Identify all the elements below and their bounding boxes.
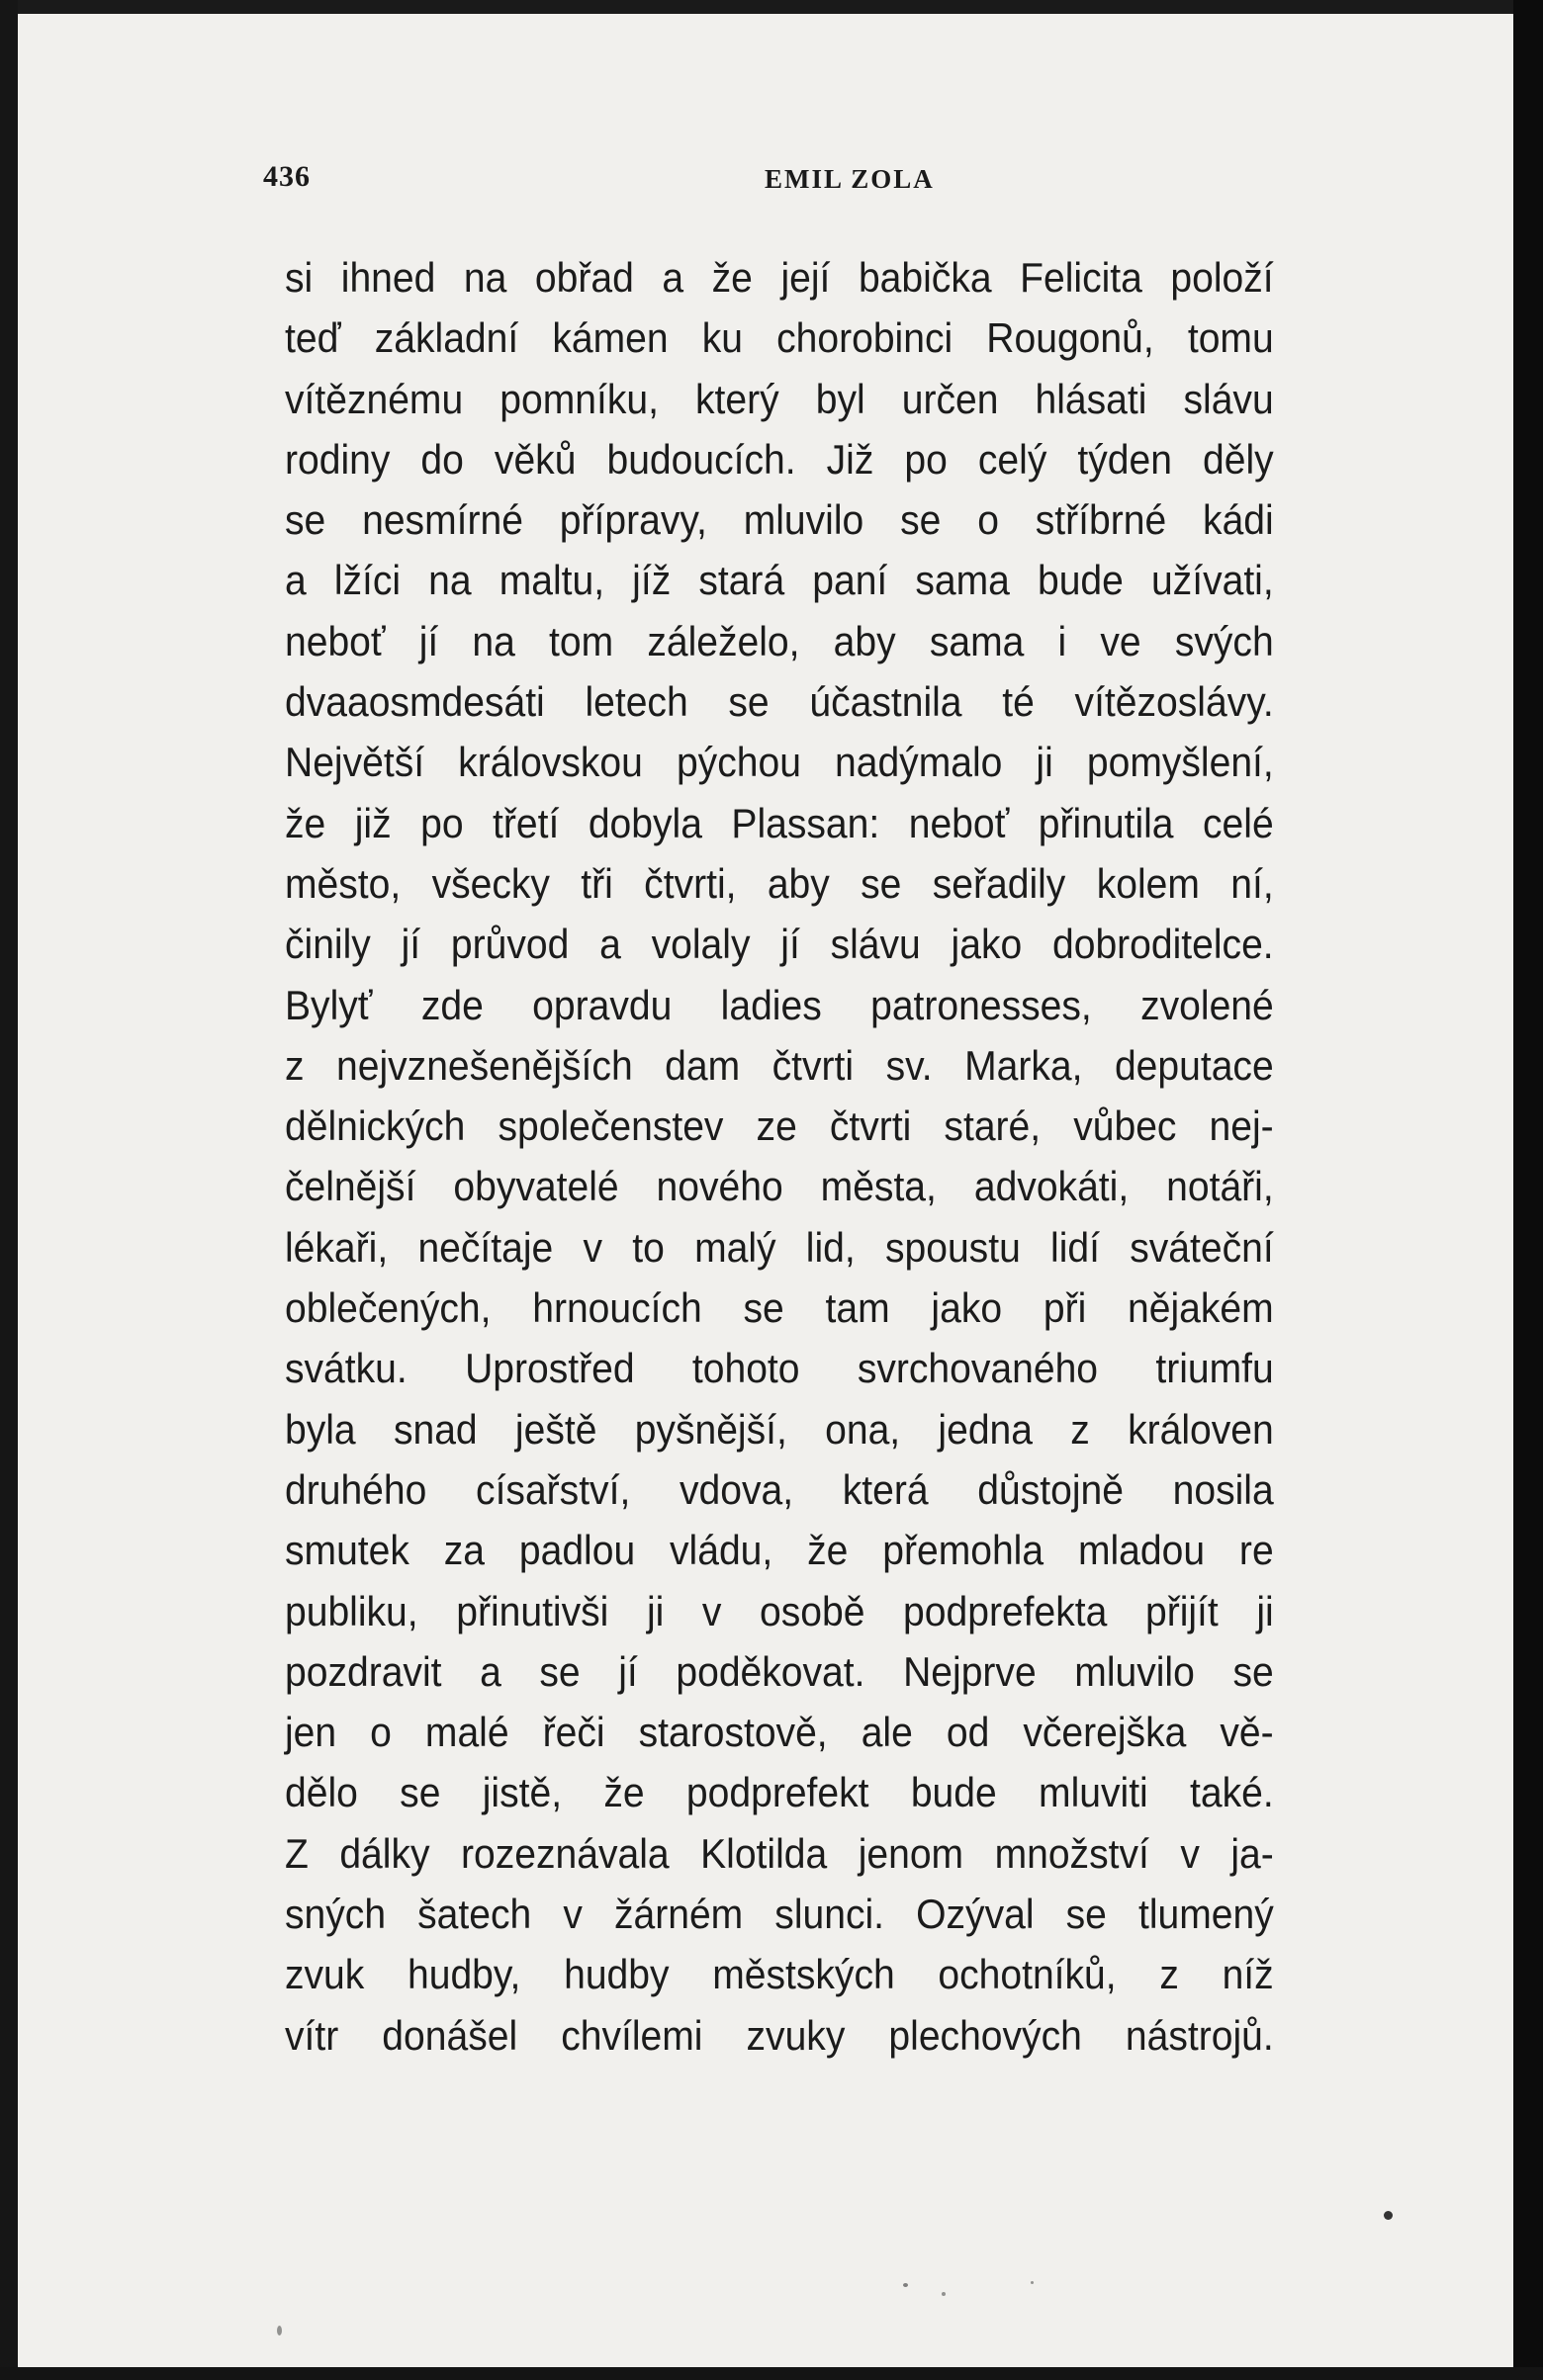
scan-border-left xyxy=(0,0,18,2380)
text-line: Bylyť zde opravdu ladies patronesses, zvolené xyxy=(285,981,1274,1028)
text-line: neboť jí na tom záleželo, aby sama i ve svých xyxy=(285,617,1274,664)
text-line: vítěznému pomníku, který byl určen hlásati slávu xyxy=(285,375,1274,422)
text-line: Z dálky rozeznávala Klotilda jenom množství v ja- xyxy=(285,1829,1274,1877)
print-speck xyxy=(903,2283,908,2287)
book-page xyxy=(18,14,1513,2367)
text-line: se nesmírné přípravy, mluvilo se o stříbrné kádi xyxy=(285,496,1274,544)
text-line: čelnější obyvatelé nového města, advokáti, notáři, xyxy=(285,1163,1274,1210)
page-header xyxy=(18,160,1513,200)
text-line: že již po třetí dobyla Plassan: neboť přinutila celé xyxy=(285,799,1274,846)
text-line: Největší královskou pýchou nadýmalo ji pomyšlení, xyxy=(285,739,1274,786)
body-text xyxy=(285,247,1432,2066)
text-line: dělnických společenstev ze čtvrti staré, vůbec nej- xyxy=(285,1102,1274,1150)
text-line: dělo se jistě, že podprefekt bude mluviti také. xyxy=(285,1769,1274,1816)
text-line: vítr donášel chvílemi zvuky plechových nástrojů. xyxy=(285,2011,1274,2059)
page-number: 436 xyxy=(263,160,311,193)
text-line: sných šatech v žárném slunci. Ozýval se tlumený xyxy=(285,1891,1274,1938)
text-line: a lžíci na maltu, jíž stará paní sama bude užívati, xyxy=(285,557,1274,604)
scan-border-right xyxy=(1513,0,1543,2380)
print-speck xyxy=(277,2326,282,2336)
text-line: smutek za padlou vládu, že přemohla mladou re xyxy=(285,1527,1274,1574)
text-line: lékaři, nečítaje v to malý lid, spoustu lidí sváteční xyxy=(285,1223,1274,1271)
text-line: město, všecky tři čtvrti, aby se seřadily kolem ní, xyxy=(285,859,1274,907)
text-line: druhého císařství, vdova, která důstojně nosila xyxy=(285,1465,1274,1513)
text-line: jen o malé řeči starostově, ale od včerejška vě- xyxy=(285,1709,1274,1756)
text-line: si ihned na obřad a že její babička Felicita položí xyxy=(285,254,1274,301)
scan-border-bottom xyxy=(0,2367,1543,2380)
text-line: publiku, přinutivši ji v osobě podprefekta přijít ji xyxy=(285,1587,1274,1634)
running-head: EMIL ZOLA xyxy=(765,164,935,194)
text-line: rodiny do věků budoucích. Již po celý týden děly xyxy=(285,435,1274,483)
text-line: byla snad ještě pyšnější, ona, jedna z královen xyxy=(285,1405,1274,1453)
text-line: z nejvznešenějších dam čtvrti sv. Marka, deputace xyxy=(285,1041,1274,1089)
scan-border-top xyxy=(0,0,1543,14)
text-line: činily jí průvod a volaly jí slávu jako dobroditelce. xyxy=(285,921,1274,968)
print-speck xyxy=(1384,2211,1393,2220)
text-line: zvuk hudby, hudby městských ochotníků, z níž xyxy=(285,1951,1274,1998)
print-speck xyxy=(1031,2281,1034,2284)
text-line: dvaaosmdesáti letech se účastnila té vítězoslávy. xyxy=(285,678,1274,726)
text-line: svátku. Uprostřed tohoto svrchovaného triumfu xyxy=(285,1345,1274,1392)
text-line: teď základní kámen ku chorobinci Rougonů, tomu xyxy=(285,314,1274,362)
text-line: oblečených, hrnoucích se tam jako při nějakém xyxy=(285,1284,1274,1332)
text-line: pozdravit a se jí poděkovat. Nejprve mluvilo se xyxy=(285,1647,1274,1695)
print-speck xyxy=(942,2292,946,2296)
